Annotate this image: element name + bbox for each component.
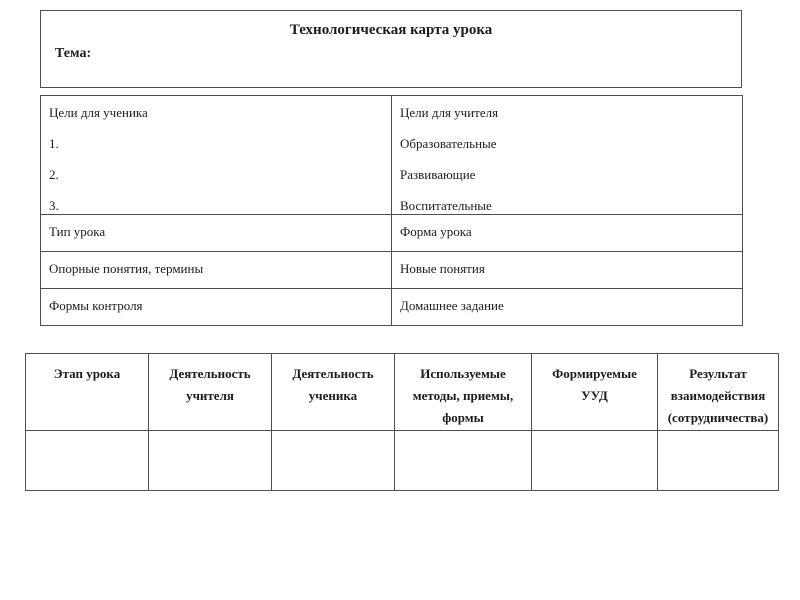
stage-empty-cell-6 [658, 431, 779, 491]
stage-empty-cell-1 [26, 431, 149, 491]
student-goal-item-2: 2. [49, 167, 59, 182]
teacher-activity-column-header: Деятельность учителя [149, 354, 272, 431]
stage-empty-cell-4 [395, 431, 532, 491]
stage-empty-cell-3 [272, 431, 395, 491]
stages-empty-row [26, 431, 779, 491]
student-activity-column-header: Деятельность ученика [272, 354, 395, 431]
lesson-info-table [40, 95, 743, 326]
uud-column-header: Формируемые УУД [532, 354, 658, 431]
lesson-type-cell: Тип урока [41, 215, 392, 252]
homework-cell: Домашнее задание [392, 289, 743, 326]
concepts-row [41, 252, 743, 289]
goals-row [41, 96, 743, 215]
teacher-goal-item-3: Воспитательные [400, 198, 492, 213]
lesson-form-cell: Форма урока [392, 215, 743, 252]
teacher-goals-header: Цели для учителя [400, 105, 499, 120]
lesson-stages-table [25, 353, 779, 491]
result-column-header: Результат взаимодействия (сотрудничества) [658, 354, 779, 431]
stages-header-row [26, 354, 779, 431]
student-goal-item-1: 1. [49, 136, 59, 151]
lesson-type-row [41, 215, 743, 252]
student-goals-cell [41, 96, 392, 215]
base-concepts-cell: Опорные понятия, термины [41, 252, 392, 289]
student-goal-item-3: 3. [49, 198, 59, 213]
stage-empty-cell-5 [532, 431, 658, 491]
document-title: Технологическая карта урока [289, 22, 493, 38]
theme-label: Тема: [55, 46, 92, 61]
teacher-goal-item-1: Образовательные [400, 136, 497, 151]
teacher-goal-item-2: Развивающие [400, 167, 476, 182]
student-goals-header: Цели для ученика [49, 105, 148, 120]
stage-column-header: Этап урока [26, 354, 149, 431]
lesson-map-header [40, 10, 742, 88]
new-concepts-cell: Новые понятия [392, 252, 743, 289]
teacher-goals-cell [392, 96, 743, 215]
methods-column-header: Используемые методы, приемы, формы [395, 354, 532, 431]
control-row [41, 289, 743, 326]
control-forms-cell: Формы контроля [41, 289, 392, 326]
stage-empty-cell-2 [149, 431, 272, 491]
